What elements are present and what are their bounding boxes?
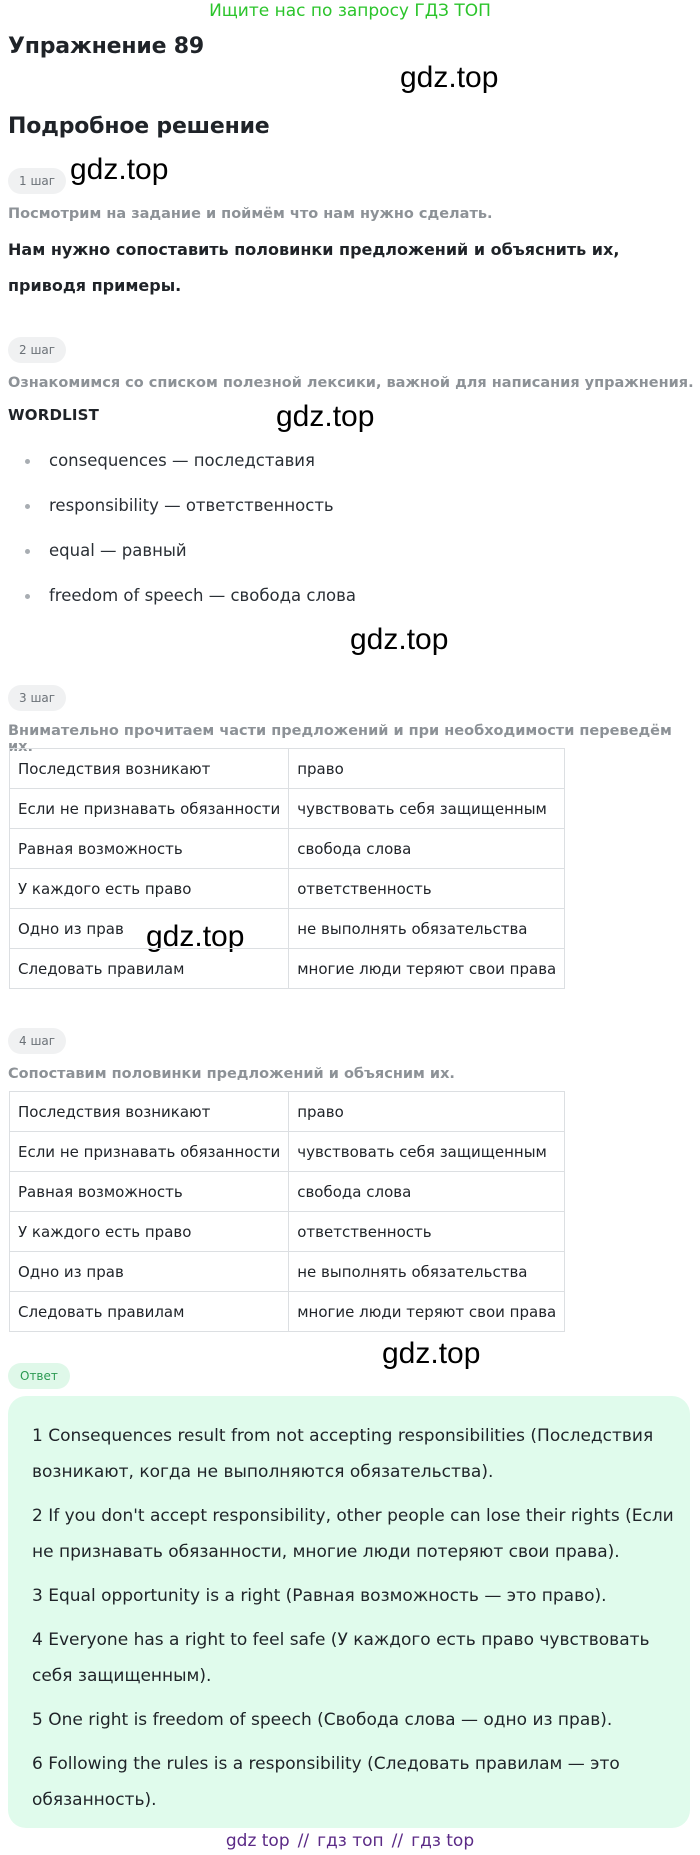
task-text: Нам нужно сопоставить половинки предложений и объяснить их, приводя примеры. (8, 240, 620, 295)
table-cell: Последствия возникают (10, 749, 289, 789)
wordlist-item: consequences — последставия (0, 451, 356, 496)
table-row (10, 749, 565, 789)
table-cell: ответственность (289, 1212, 565, 1252)
watermark: gdz.top (276, 400, 375, 433)
table-cell: не выполнять обязательства (289, 1252, 565, 1292)
wordlist-item: responsibility — ответственность (0, 496, 356, 541)
watermark: gdz.top (400, 61, 499, 94)
answer-badge: Ответ (8, 1363, 70, 1389)
table-cell: Одно из прав (10, 909, 289, 949)
table-cell: свобода слова (289, 829, 565, 869)
answer-item: 2 If you don't accept responsibility, other people can lose their rights (Если не признавать обязанности, многие люди потеряют свои права). (32, 1506, 674, 1562)
table-cell: Последствия возникают (10, 1092, 289, 1132)
answer-item: 6 Following the rules is a responsibility (Следовать правилам — это обязанность). (32, 1754, 620, 1810)
table-cell: Одно из прав (10, 1252, 289, 1292)
answer-item: 5 One right is freedom of speech (Свобода слова — одно из прав). (32, 1710, 613, 1730)
sentence-parts-table (9, 748, 565, 989)
footer-separator: // (391, 1831, 404, 1851)
table-row (10, 1132, 565, 1172)
table-cell: не выполнять обязательства (289, 909, 565, 949)
table-cell: право (289, 749, 565, 789)
table-cell: многие люди теряют свои права (289, 949, 565, 989)
step-badge: 4 шаг (8, 1028, 66, 1054)
watermark: gdz.top (70, 153, 169, 186)
footer-link[interactable]: гдз top (411, 1831, 475, 1851)
table-row (10, 909, 565, 949)
wordlist-item: freedom of speech — свобода слова (0, 586, 356, 631)
step-badge: 1 шаг (8, 168, 66, 194)
table-row (10, 1252, 565, 1292)
watermark: gdz.top (382, 1337, 481, 1370)
step-badge: 3 шаг (8, 685, 66, 711)
table-cell: У каждого есть право (10, 869, 289, 909)
answer-item: 4 Everyone has a right to feel safe (У каждого есть право чувствовать себя защищенным). (32, 1630, 650, 1686)
table-cell: Если не признавать обязанности (10, 1132, 289, 1172)
step-description: Сопоставим половинки предложений и объясним их. (8, 1066, 455, 1082)
table-cell: чувствовать себя защищенным (289, 789, 565, 829)
step-description: Внимательно прочитаем части предложений и при необходимости переведём их. (8, 723, 672, 755)
table-row (10, 1292, 565, 1332)
table-row (10, 829, 565, 869)
answer-box (8, 1396, 690, 1828)
footer-link[interactable]: gdz top (225, 1831, 290, 1851)
table-row (10, 1092, 565, 1132)
table-row (10, 1172, 565, 1212)
wordlist (0, 451, 356, 631)
watermark: gdz.top (350, 623, 449, 656)
table-row (10, 869, 565, 909)
footer-link[interactable]: гдз топ (317, 1831, 384, 1851)
table-cell: право (289, 1092, 565, 1132)
table-cell: свобода слова (289, 1172, 565, 1212)
step-badge: 2 шаг (8, 337, 66, 363)
footer (0, 1830, 700, 1852)
section-title: Подробное решение (8, 114, 270, 139)
table-cell: чувствовать себя защищенным (289, 1132, 565, 1172)
step-description: Посмотрим на задание и поймём что нам нужно сделать. (8, 206, 493, 222)
matching-table (9, 1091, 565, 1332)
table-cell: У каждого есть право (10, 1212, 289, 1252)
table-cell: Равная возможность (10, 1172, 289, 1212)
answer-item: 1 Consequences result from not accepting responsibilities (Последствия возникают, когда не выполняются обязательства). (32, 1426, 654, 1482)
table-row (10, 789, 565, 829)
table-cell: многие люди теряют свои права (289, 1292, 565, 1332)
wordlist-item: equal — равный (0, 541, 356, 586)
table-cell: Равная возможность (10, 829, 289, 869)
table-cell: Следовать правилам (10, 949, 289, 989)
table-cell: ответственность (289, 869, 565, 909)
watermark: gdz.top (146, 920, 245, 953)
step-description: Ознакомимся со списком полезной лексики, важной для написания упражнения. (8, 375, 694, 391)
table-row (10, 949, 565, 989)
table-row (10, 1212, 565, 1252)
answer-item: 3 Equal opportunity is a right (Равная возможность — это право). (32, 1586, 607, 1606)
footer-separator: // (297, 1831, 310, 1851)
table-cell: Если не признавать обязанности (10, 789, 289, 829)
table-cell: Следовать правилам (10, 1292, 289, 1332)
exercise-title: Упражнение 89 (8, 34, 204, 59)
top-banner: Ищите нас по запросу ГДЗ ТОП (209, 1, 491, 21)
wordlist-title: WORDLIST (8, 406, 100, 424)
